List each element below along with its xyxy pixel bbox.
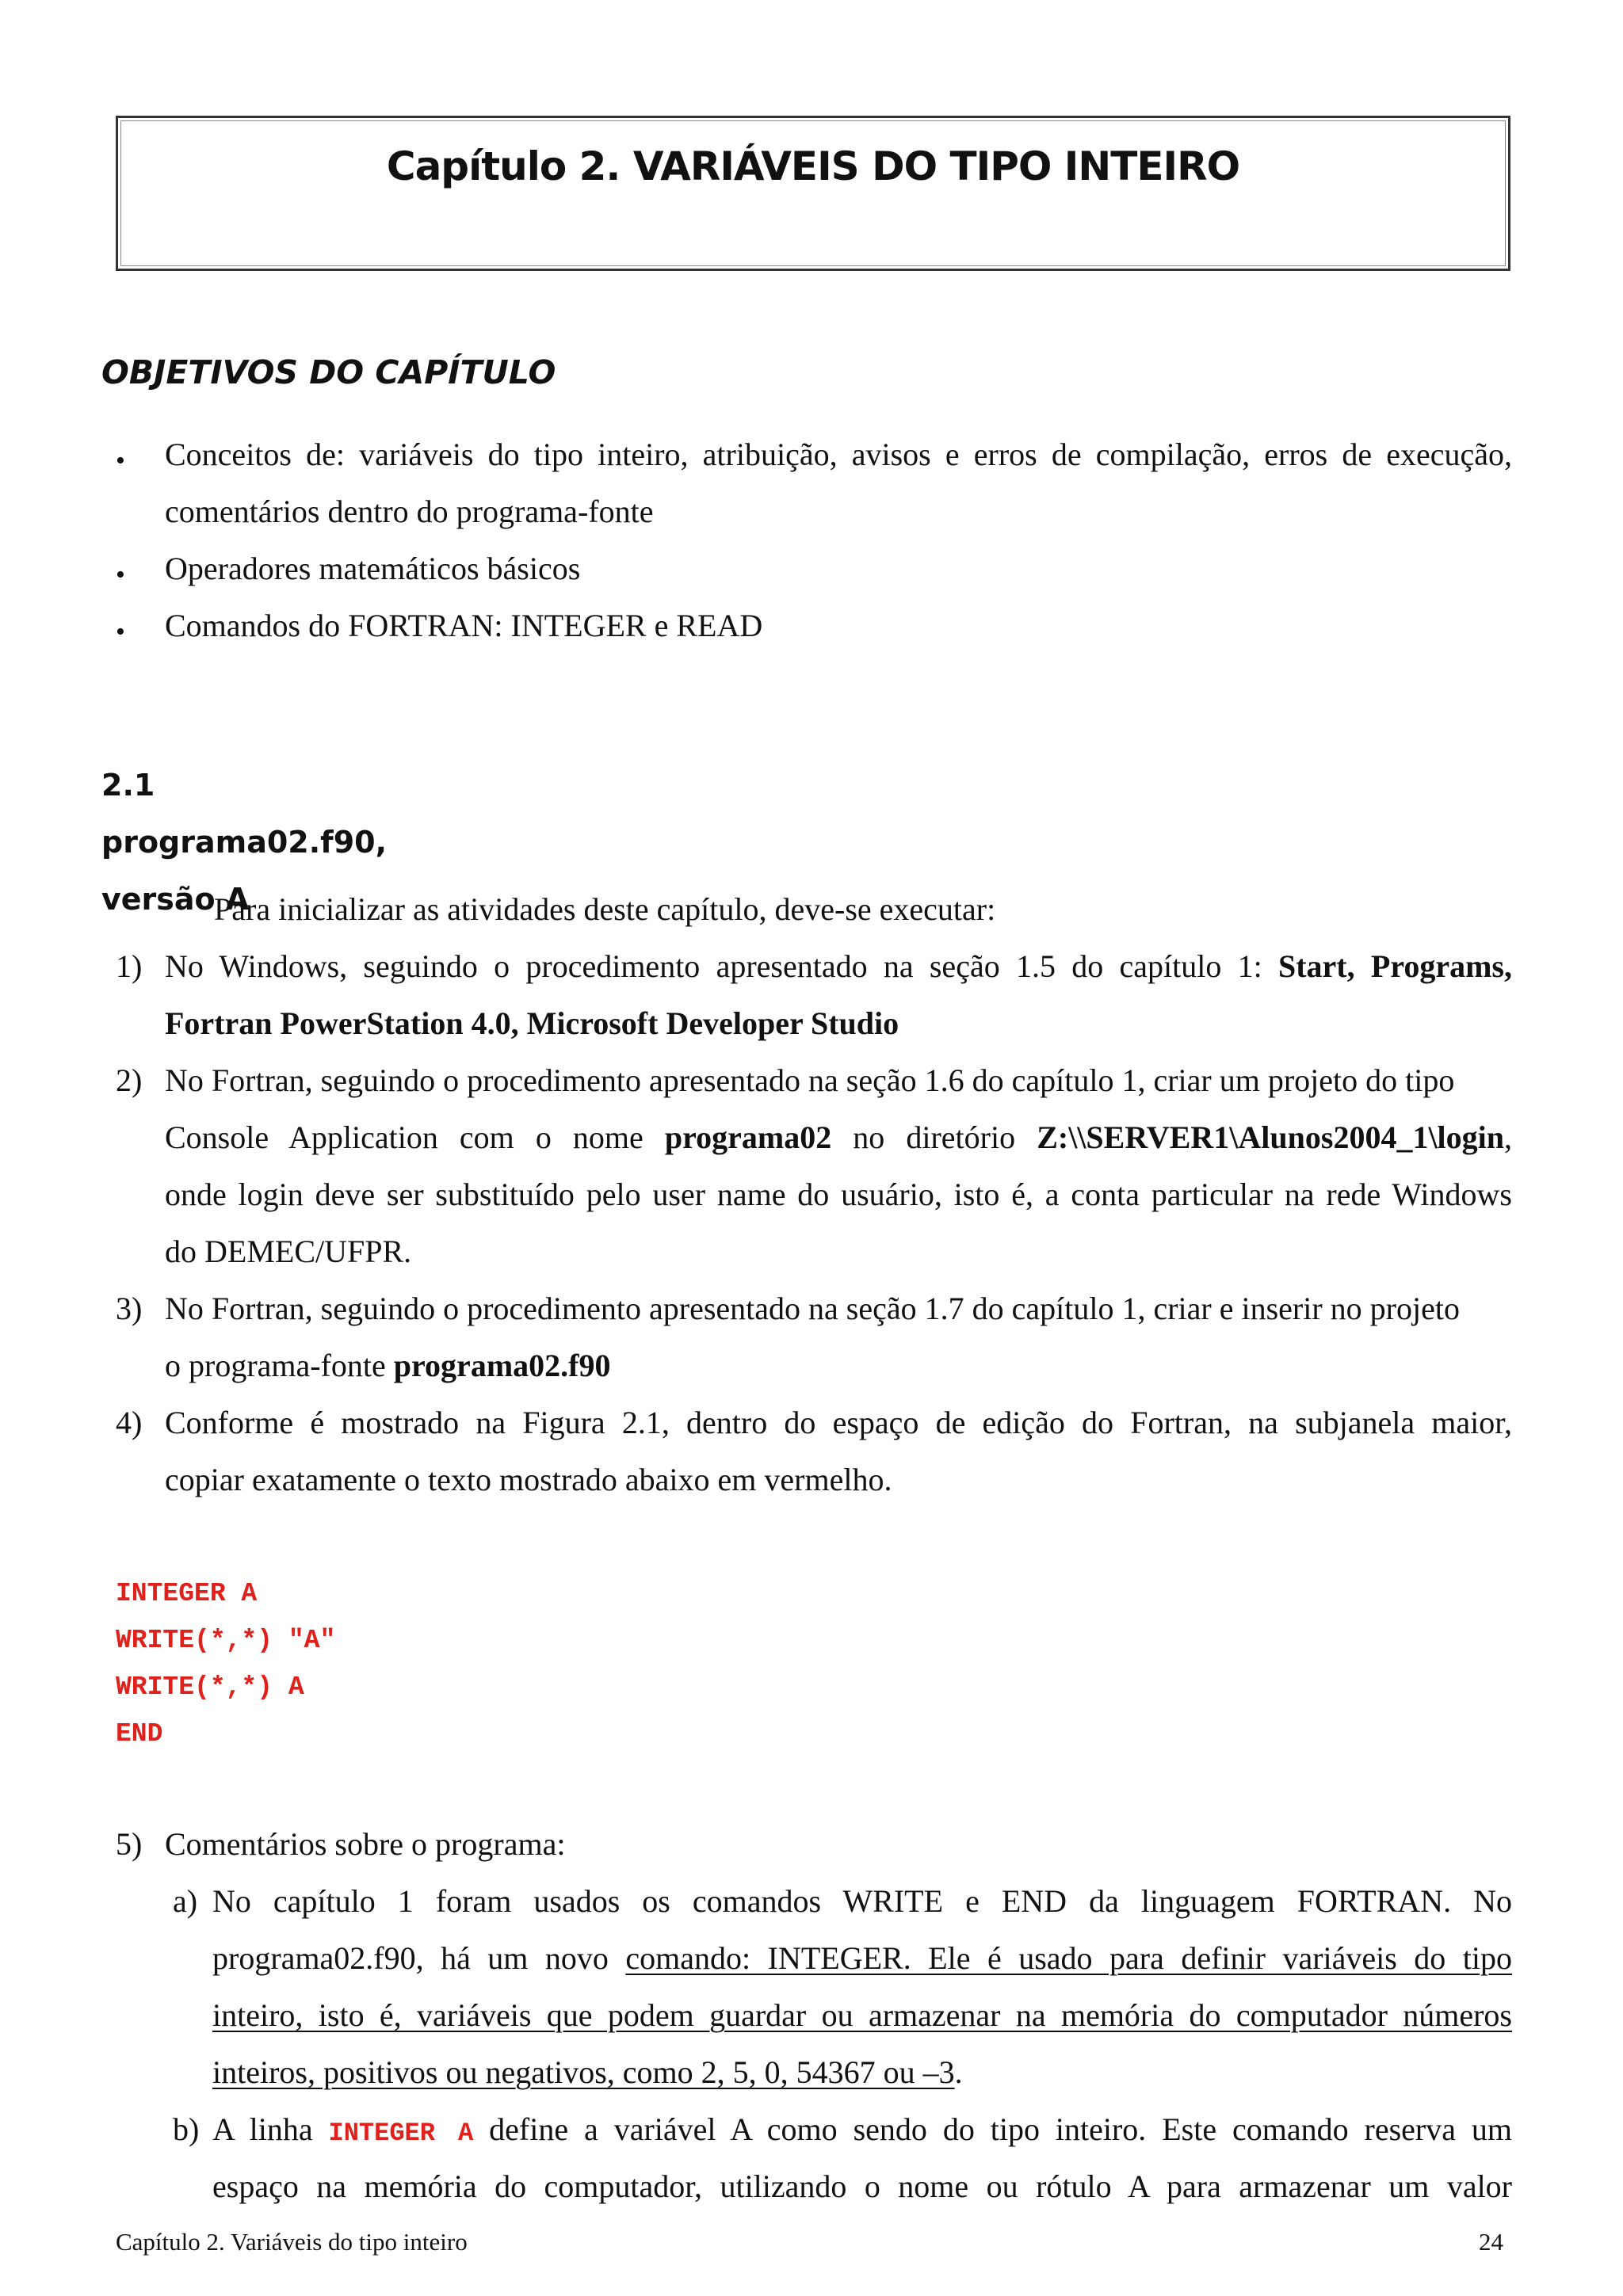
step-3-line-2: o programa-fonte programa02.f90	[165, 1348, 611, 1383]
comment-a-line-1: No capítulo 1 foram usados os comandos WRITE e END da linguagem FORTRAN. No	[212, 1883, 1512, 1919]
section-intro: Para inicializar as atividades deste capítulo, deve-se executar:	[214, 891, 996, 927]
chapter-title: Capítulo 2. VARIÁVEIS DO TIPO INTEIRO	[386, 143, 1240, 189]
step-2-line-2: Console Application com o nome programa02 no diretório Z:\\SERVER1\Alunos2004_1\login,	[165, 1119, 1513, 1155]
step-1-line-2: Fortran PowerStation 4.0, Microsoft Developer Studio	[165, 1005, 899, 1041]
code-line: WRITE(*,*) A	[116, 1672, 304, 1702]
step-4-line-2: copiar exatamente o texto mostrado abaixo em vermelho.	[165, 1462, 892, 1497]
chapter-title-box	[116, 116, 1510, 271]
comment-label: b)	[173, 2111, 200, 2147]
bullet-icon: •	[116, 560, 125, 589]
code-line: INTEGER A	[116, 1579, 258, 1608]
step-2-line-3: onde login deve ser substituído pelo user name do usuário, isto é, a conta particular na rede Windows	[165, 1177, 1512, 1212]
step-1-line-1: No Windows, seguindo o procedimento apresentado na seção 1.5 do capítulo 1: Start, Programs,	[165, 948, 1512, 984]
footer-chapter-label: Capítulo 2. Variáveis do tipo inteiro	[116, 2228, 468, 2256]
comments-heading: Comentários sobre o programa:	[165, 1826, 566, 1862]
directory-path: Z:\\SERVER1\Alunos2004_1\login	[1037, 1119, 1505, 1155]
section-heading: 2.1 programa02.f90, versão A	[101, 768, 388, 917]
step-number: 4)	[116, 1405, 143, 1440]
step-2-line-4: do DEMEC/UFPR.	[165, 1234, 412, 1269]
comment-a-line-2: programa02.f90, há um novo comando: INTEGER. Ele é usado para definir variáveis do tipo	[212, 1940, 1513, 1976]
step-2-line-1: No Fortran, seguindo o procedimento apresentado na seção 1.6 do capítulo 1, criar um projeto do tipo	[165, 1062, 1455, 1098]
objective-item-1-cont: comentários dentro do programa-fonte	[165, 494, 654, 529]
step-3-line-1: No Fortran, seguindo o procedimento apresentado na seção 1.7 do capítulo 1, criar e inserir no projeto	[165, 1291, 1460, 1326]
step-number: 5)	[116, 1826, 143, 1862]
bullet-icon: •	[116, 617, 125, 646]
bullet-icon: •	[116, 446, 125, 475]
inline-code: INTEGER A	[328, 2119, 474, 2148]
objective-item-1: Conceitos de: variáveis do tipo inteiro, atribuição, avisos e erros de compilação, erros de execução,	[165, 437, 1512, 472]
step-number: 3)	[116, 1291, 143, 1326]
comment-b-line-1: A linha INTEGER A define a variável A como sendo do tipo inteiro. Este comando reserva um	[212, 2111, 1513, 2148]
code-line: END	[116, 1719, 163, 1749]
step-number: 1)	[116, 948, 143, 984]
code-block	[116, 1570, 335, 1757]
step-4-line-1: Conforme é mostrado na Figura 2.1, dentro do espaço de edição do Fortran, na subjanela maior,	[165, 1405, 1512, 1440]
objectives-heading: OBJETIVOS DO CAPÍTULO	[101, 353, 556, 391]
comment-b-line-2: espaço na memória do computador, utilizando o nome ou rótulo A para armazenar um valor	[212, 2168, 1512, 2204]
objective-item-2: Operadores matemáticos básicos	[165, 551, 581, 586]
comment-a-line-3: inteiro, isto é, variáveis que podem guardar ou armazenar na memória do computador números	[212, 1997, 1512, 2033]
comment-label: a)	[173, 1883, 198, 1919]
step-number: 2)	[116, 1062, 143, 1098]
code-line: WRITE(*,*) "A"	[116, 1626, 336, 1655]
comment-a-line-4: inteiros, positivos ou negativos, como 2, 5, 0, 54367 ou –3.	[212, 2054, 963, 2090]
objective-item-3: Comandos do FORTRAN: INTEGER e READ	[165, 608, 763, 643]
footer-page-number: 24	[1479, 2228, 1503, 2256]
